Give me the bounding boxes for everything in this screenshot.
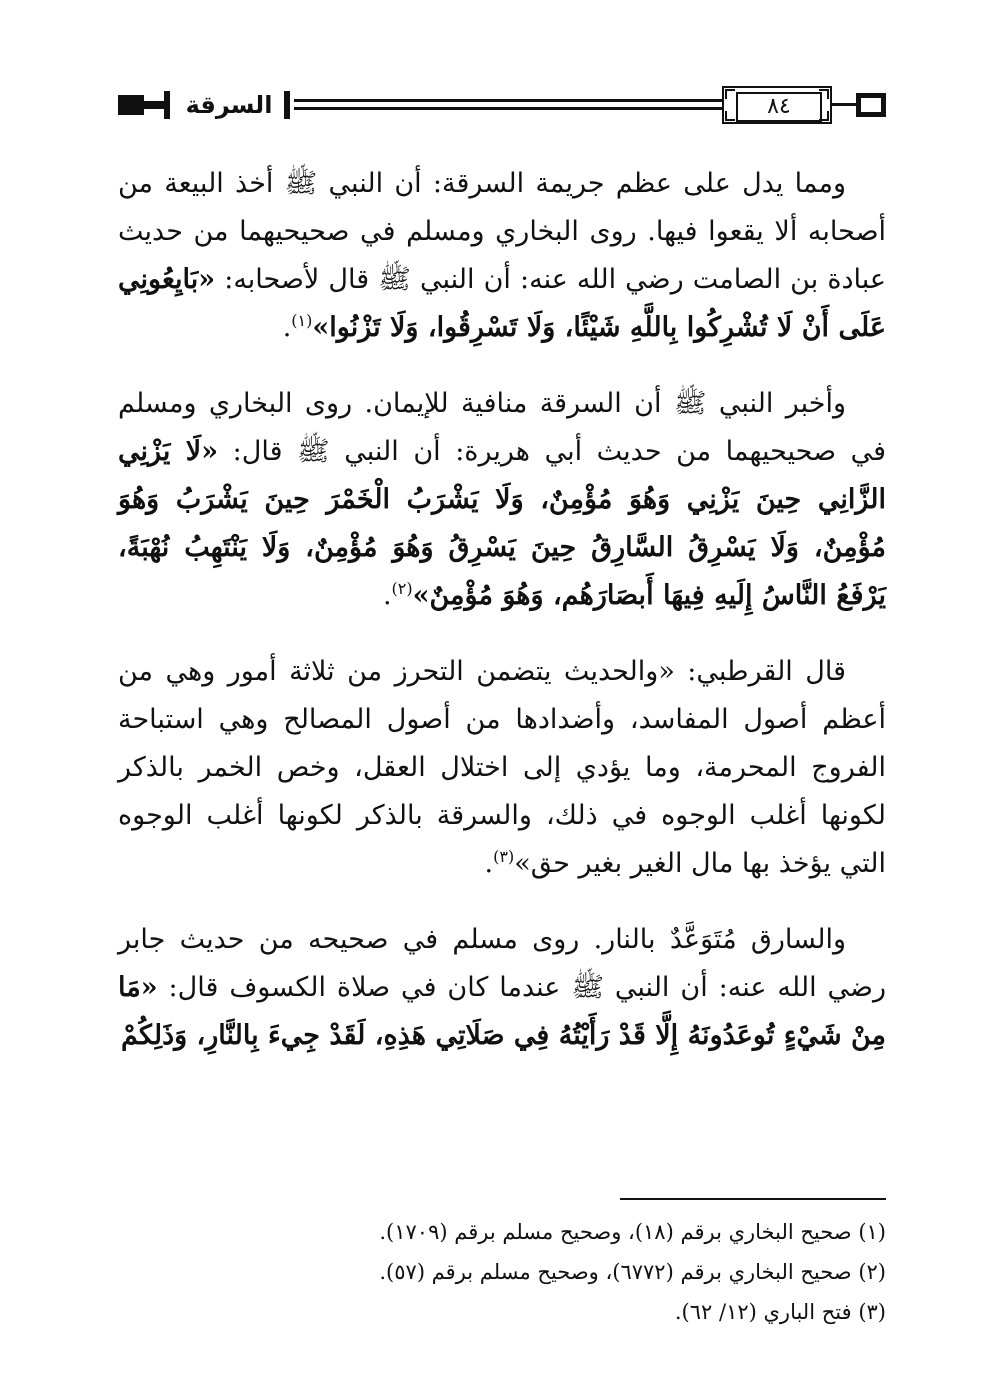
hadith-quote: «بَايِعُونِي عَلَى أَنْ لَا تُشْرِكُوا بِاللَّهِ شَيْئًا، وَلَا تَسْرِقُوا، وَلَا تَزْنُوا» xyxy=(118,264,886,343)
footnote-item: (١) صحيح البخاري برقم (١٨)، وصحيح مسلم برقم (١٧٠٩). xyxy=(379,1220,886,1244)
paragraph-end: . xyxy=(282,312,292,343)
header-rule xyxy=(294,107,722,110)
paragraph xyxy=(118,916,886,1060)
paragraph-end: . xyxy=(484,848,494,879)
footnote-separator xyxy=(620,1198,886,1200)
page-header xyxy=(118,86,888,126)
footnote-ref[interactable]: (٣) xyxy=(493,847,515,866)
paragraph xyxy=(118,648,886,888)
footnote-item: (٣) فتح الباري (١٢/ ٦٢). xyxy=(674,1300,886,1324)
hadith-quote: «لَا يَزْنِي الزَّانِي حِينَ يَزْنِي وَهُوَ مُؤْمِنٌ، وَلَا يَشْرَبُ الْخَمْرَ حِينَ يَشْرَبُ وَهُوَ مُؤْمِنٌ، وَلَا يَسْرِقُ السَّارِقُ حِينَ يَسْرِقُ وَهُوَ مُؤْمِنٌ، وَلَا يَنْتَهِبُ نُهْبَةً، يَرْفَعُ النَّاسُ إِلَيهِ فِيهَا أَبصَارَهُم، وَهُوَ مُؤْمِنٌ» xyxy=(118,436,886,611)
paragraph-text: ومما يدل على عظم جريمة السرقة: أن النبي ﷺ أخذ البيعة من أصحابه ألا يقعوا فيها. روى البخاري ومسلم في صحيحيهما من حديث عبادة بن الصامت رضي الله عنه: أن النبي ﷺ قال لأصحابه: xyxy=(118,168,886,295)
footnote-ref[interactable]: (١) xyxy=(291,311,313,330)
paragraph-text: وأخبر النبي ﷺ أن السرقة منافية للإيمان. روى البخاري ومسلم في صحيحيهما من حديث أبي هريرة: أن النبي ﷺ قال: xyxy=(118,388,886,467)
footnote-ref[interactable]: (٢) xyxy=(391,579,413,598)
paragraph xyxy=(118,380,886,620)
paragraph xyxy=(118,160,886,352)
hadith-quote: «مَا مِنْ شَيْءٍ تُوعَدُونَهُ إِلَّا قَدْ رَأَيْتُهُ فِي صَلَاتِي هَذِهِ، لَقَدْ جِيءَ بِالنَّارِ، وَذَلِكُمْ xyxy=(118,972,886,1051)
chapter-title: السرقة xyxy=(185,91,273,119)
header-rule xyxy=(294,99,722,102)
paragraph-text: والسارق مُتَوَعَّدٌ بالنار. روى مسلم في صحيحه من حديث جابر رضي الله عنه: أن النبي ﷺ عندما كان في صلاة الكسوف قال: xyxy=(118,924,886,1003)
header-ornament-right xyxy=(856,93,886,117)
paragraph-text: قال القرطبي: «والحديث يتضمن التحرز من ثلاثة أمور وهي من أعظم أصول المفاسد، وأضدادها من أصول المصالح وهي استباحة الفروج المحرمة، وما يؤدي إلى اختلال العقل، وخص الخمر بالذكر لكونها أغلب الوجوه في ذلك، والسرقة بالذكر لكونها أغلب الوجوه التي يؤخذ بها مال الغير بغير حق» xyxy=(118,656,886,879)
footnotes xyxy=(118,1212,886,1332)
header-rule xyxy=(832,103,856,106)
page-number: ٨٤ xyxy=(736,92,822,122)
header-ornament-bar xyxy=(164,91,170,119)
footnote-item: (٢) صحيح البخاري برقم (٦٧٧٢)، وصحيح مسلم برقم (٥٧). xyxy=(379,1260,886,1284)
main-text xyxy=(118,160,886,1088)
header-ornament-left xyxy=(118,95,144,115)
paragraph-end: . xyxy=(382,580,392,611)
header-ornament-bar xyxy=(284,91,290,119)
page-number-box xyxy=(722,86,832,124)
